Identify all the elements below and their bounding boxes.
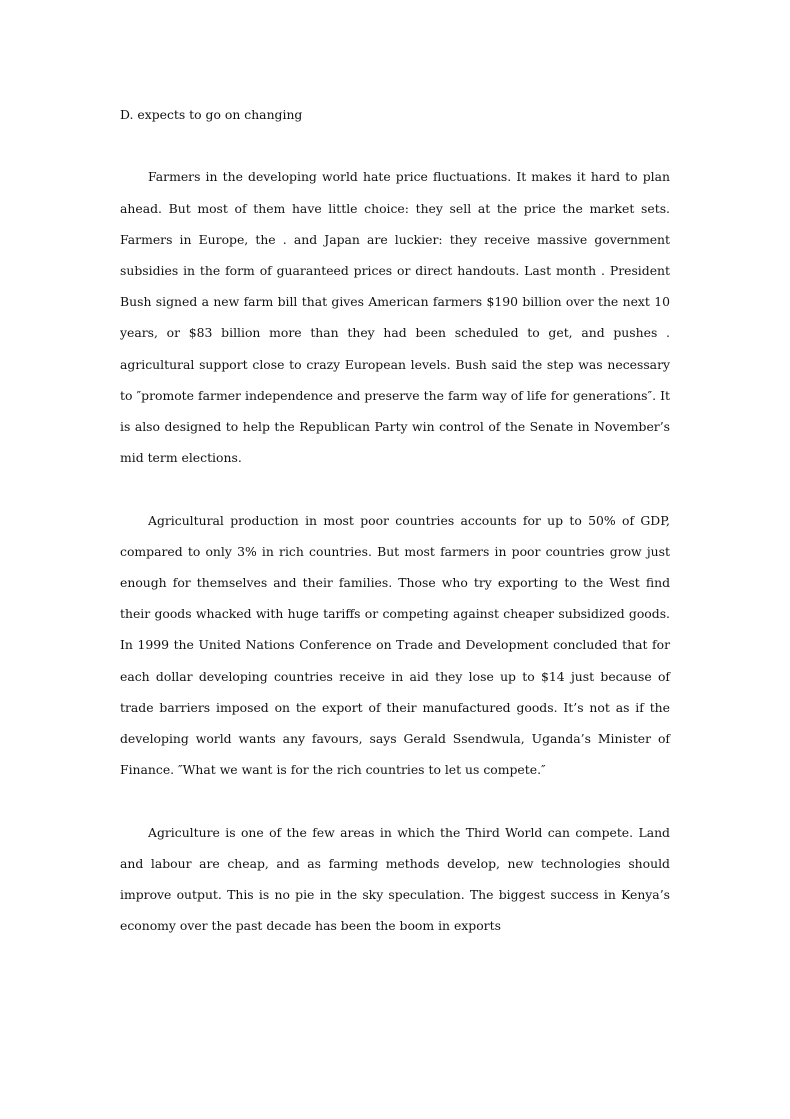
paragraph-spacer	[120, 473, 670, 504]
paragraph-farm-subsidies: Farmers in the developing world hate price fluctuations. It makes it hard to plan ahead. But most of them have little choice: they sell at the price the market sets. Farmers in Europe, the . and Japan are luckier: they receive massive government subsidies in the form of guaranteed prices or direct handouts. Last month . President Bush signed a new farm bill that gives American farmers $190 billion over the next 10 years, or $83 billion more than they had been scheduled to get, and pushes . agricultural support close to crazy European levels. Bush said the step was necessary to ″promote farmer independence and preserve the farm way of life for generations″. It is also designed to help the Republican Party win control of the Senate in November’s mid term elections.	[120, 169, 670, 466]
paragraph-spacer	[120, 785, 670, 816]
paragraph-third-world-competition: Agriculture is one of the few areas in which the Third World can compete. Land and labour are cheap, and as farming methods develop, new technologies should improve output. This is no pie in the sky speculation. The biggest success in Kenya’s economy over the past decade has been the boom in exports	[120, 824, 670, 934]
answer-option-d: D. expects to go on changing	[120, 107, 303, 122]
paragraph-agricultural-production: Agricultural production in most poor countries accounts for up to 50% of GDP, compared to only 3% in rich countries. But most farmers in poor countries grow just enough for themselves and their families. Those who try exporting to the West find their goods whacked with huge tariffs or competing against cheaper subsidized goods. In 1999 the United Nations Conference on Trade and Development concluded that for each dollar developing countries receive in aid they lose up to $14 just because of trade barriers imposed on the export of their manufactured goods. It’s not as if the developing world wants any favours, says Gerald Ssendwula, Uganda’s Minister of Finance. ″What we want is for the rich countries to let us compete.″	[120, 512, 670, 778]
paragraph-spacer	[120, 130, 670, 161]
document-body	[120, 99, 670, 941]
